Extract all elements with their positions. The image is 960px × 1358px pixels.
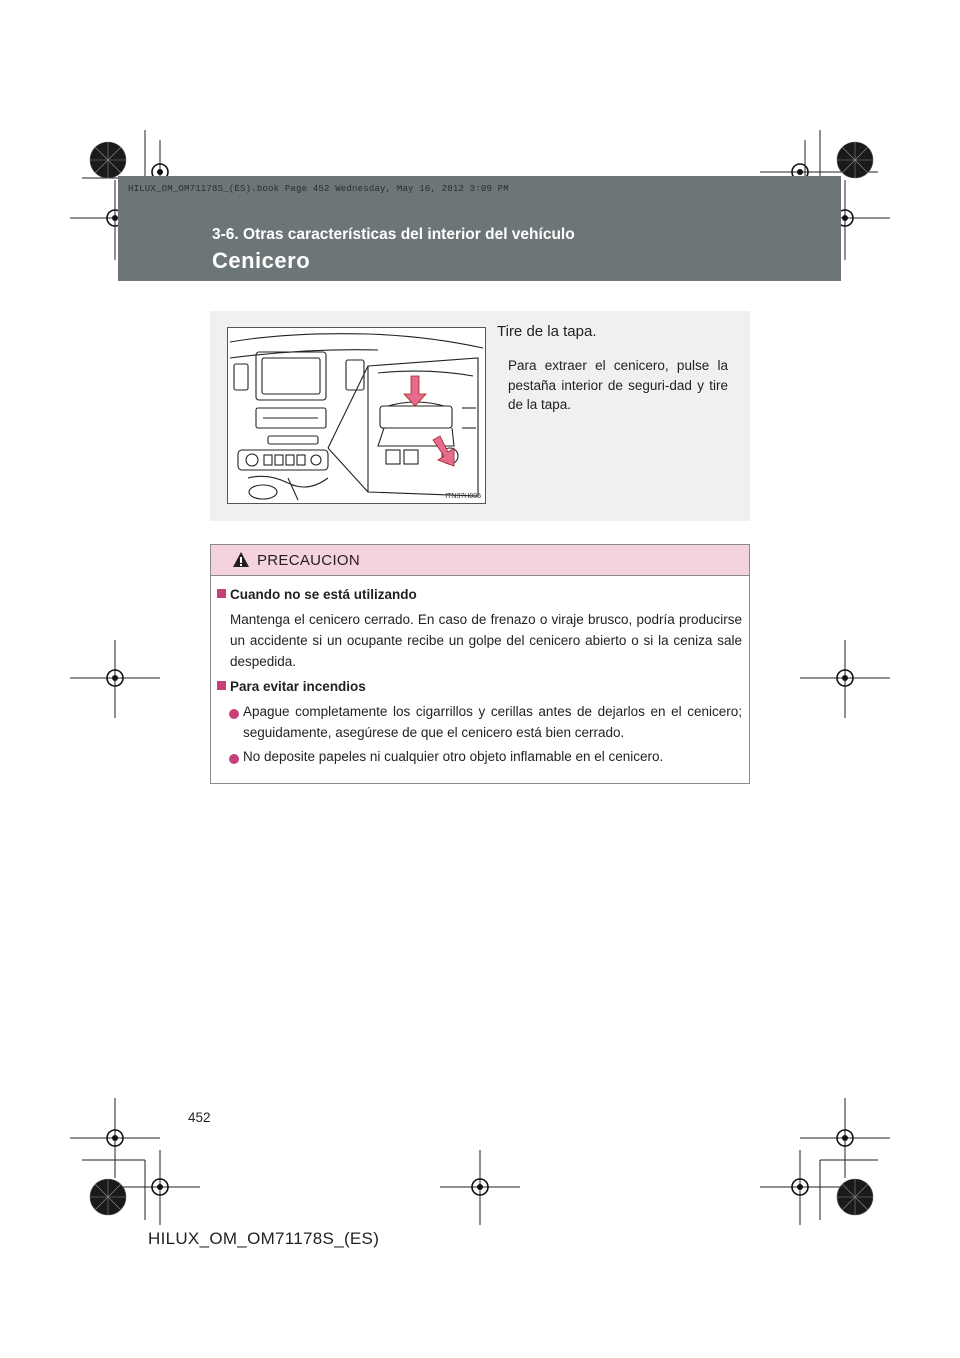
section-title: 3-6. Otras características del interior del vehículo	[212, 226, 575, 243]
section-header	[118, 176, 841, 281]
document-code: HILUX_OM_OM71178S_(ES)	[148, 1229, 380, 1248]
round-bullet-icon	[229, 754, 239, 764]
caution-item-1-heading: Cuando no se está utilizando	[217, 587, 417, 602]
page-number: 452	[188, 1110, 211, 1125]
figure-description: Para extraer el cenicero, pulse la pestaña interior de seguri-dad y tire de la tapa.	[508, 358, 728, 412]
ashtray-illustration	[227, 327, 486, 504]
figure-code: ITN37H005	[445, 493, 481, 500]
caution-item-2-heading: Para evitar incendios	[217, 679, 366, 694]
caution-header	[211, 545, 749, 576]
figure-panel	[210, 311, 750, 521]
caution-box	[210, 544, 750, 784]
caution-label: PRECAUCION	[257, 552, 361, 569]
round-bullet-icon	[229, 709, 239, 719]
caution-item-1-text: Mantenga el cenicero cerrado. En caso de frenazo o viraje brusco, podría producirse un accidente si un ocupante recibe un golpe del cenicero abierto o si la ceniza sale despedida.	[230, 612, 742, 669]
caution-bullet-2: No deposite papeles ni cualquier otro objeto inflamable en el cenicero.	[243, 749, 664, 764]
dashboard-drawing	[228, 328, 485, 503]
page-heading: Cenicero	[212, 248, 311, 273]
warning-icon	[232, 551, 250, 568]
print-crop-line: HILUX_OM_OM71178S_(ES).book Page 452 Wednesday, May 16, 2012 3:09 PM	[128, 184, 509, 194]
caution-bullet-1: Apague completamente los cigarrillos y cerillas antes de dejarlos en el cenicero; seguidamente, asegúrese de que el cenicero está bien cerrado.	[243, 704, 742, 740]
square-bullet-icon	[217, 589, 226, 598]
figure-step-text: Tire de la tapa.	[497, 323, 597, 340]
square-bullet-icon	[217, 681, 226, 690]
